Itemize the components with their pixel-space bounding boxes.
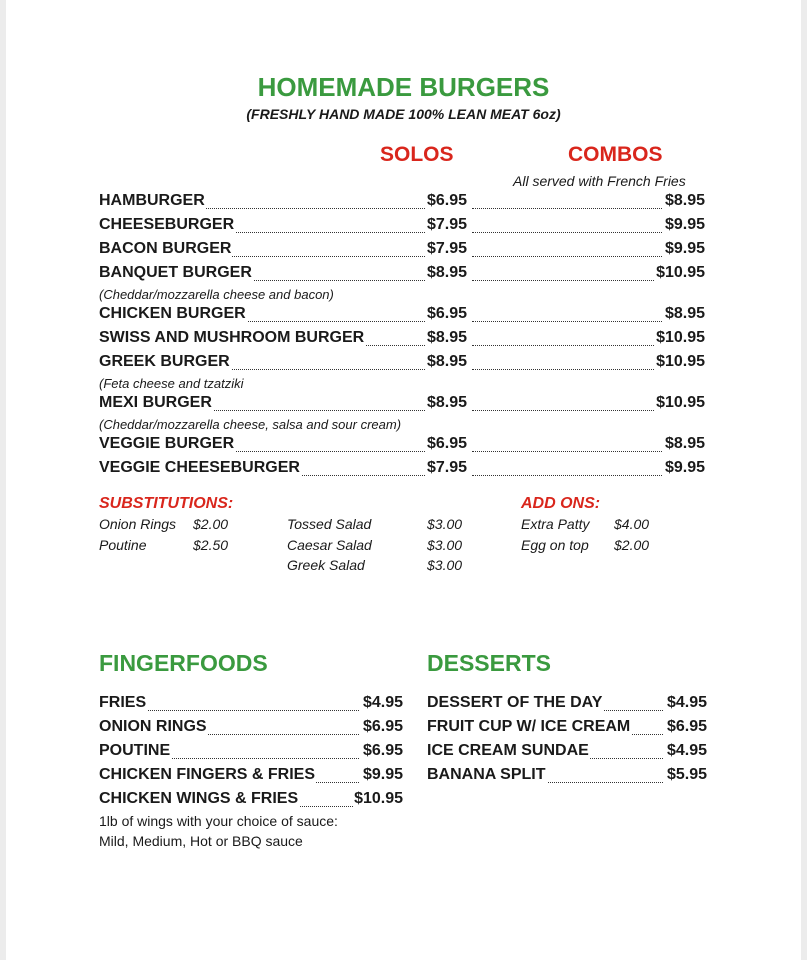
burger-row [0,435,807,457]
desserts-heading: DESSERTS [427,650,551,676]
burger-row [0,216,807,238]
burger-name: VEGGIE CHEESEBURGER [99,459,300,476]
solo-price: $7.95 [427,459,468,476]
burger-row [0,394,807,416]
combo-price: $10.95 [656,329,705,346]
combo-price: $10.95 [656,394,705,411]
fingerfood-name: FRIES [99,694,147,711]
solo-price: $6.95 [427,435,468,452]
combo-price: $8.95 [664,435,705,452]
solo-price: $7.95 [427,240,468,257]
leader-dots [472,280,662,281]
dessert-row [427,742,707,764]
solo-price: $7.95 [427,216,468,233]
solos-heading: SOLOS [380,143,454,166]
addon-price: $2.00 [614,537,650,553]
combos-heading: COMBOS [568,143,663,166]
leader-dots [472,232,662,233]
salad-name: Tossed Salad [287,516,372,532]
wings-note: 1lb of wings with your choice of sauce: [99,813,338,829]
salad-price: $3.00 [427,516,463,532]
burger-name: HAMBURGER [99,192,205,209]
solo-price: $8.95 [427,353,468,370]
burger-name: BACON BURGER [99,240,232,257]
fingerfood-row [0,694,420,716]
burger-name: GREEK BURGER [99,353,230,370]
fingerfood-price: $6.95 [362,742,403,759]
fingerfood-name: CHICKEN FINGERS & FRIES [99,766,316,783]
fingerfood-name: ONION RINGS [99,718,207,735]
burger-row [0,305,807,327]
combo-price: $10.95 [656,353,705,370]
burger-name: MEXI BURGER [99,394,212,411]
salad-name: Caesar Salad [287,537,372,553]
fingerfood-price: $10.95 [354,790,403,807]
leader-dots [472,369,662,370]
burger-name: CHEESEBURGER [99,216,235,233]
substitution-name: Poutine [99,537,147,553]
burger-row [0,353,807,375]
burger-name: BANQUET BURGER [99,264,252,281]
substitutions-heading: SUBSTITUTIONS: [99,495,234,512]
burger-name: SWISS AND MUSHROOM BURGER [99,329,365,346]
dessert-row [427,766,707,788]
fingerfood-price: $6.95 [362,718,403,735]
fingerfood-price: $9.95 [362,766,403,783]
combos-note: All served with French Fries [513,173,686,189]
fingerfood-row [0,742,420,764]
addon-name: Egg on top [521,537,589,553]
dessert-price: $6.95 [666,718,707,735]
leader-dots [472,208,662,209]
burger-name: CHICKEN BURGER [99,305,246,322]
solo-price: $6.95 [427,305,468,322]
dessert-price: $4.95 [666,742,707,759]
salad-name: Greek Salad [287,557,365,573]
addon-name: Extra Patty [521,516,590,532]
leader-dots [472,410,662,411]
fingerfood-row [0,790,420,812]
fingerfood-price: $4.95 [362,694,403,711]
addons-heading: ADD ONS: [521,495,601,512]
leader-dots [472,451,662,452]
leader-dots [472,256,662,257]
menu-title: HOMEMADE BURGERS [257,72,550,102]
burger-row [0,329,807,351]
fingerfood-name: POUTINE [99,742,171,759]
combo-price: $9.95 [664,240,705,257]
wings-sauces-note: Mild, Medium, Hot or BBQ sauce [99,833,303,849]
dessert-price: $5.95 [666,766,707,783]
burger-name: VEGGIE BURGER [99,435,235,452]
combo-price: $8.95 [664,192,705,209]
combo-price: $9.95 [664,459,705,476]
dessert-name: DESSERT OF THE DAY [427,694,603,711]
solo-price: $8.95 [427,394,468,411]
dessert-row [427,718,707,740]
dessert-name: ICE CREAM SUNDAE [427,742,589,759]
burger-note: (Feta cheese and tzatziki [99,376,244,391]
burger-row [0,459,807,481]
burger-row [0,264,807,286]
fingerfood-name: CHICKEN WINGS & FRIES [99,790,299,807]
dessert-row [427,694,707,716]
solo-price: $6.95 [427,192,468,209]
combo-price: $10.95 [656,264,705,281]
substitution-price: $2.00 [193,516,229,532]
leader-dots [472,475,662,476]
substitution-price: $2.50 [193,537,229,553]
solo-price: $8.95 [427,264,468,281]
dessert-price: $4.95 [666,694,707,711]
leader-dots [472,345,662,346]
menu-subtitle: (FRESHLY HAND MADE 100% LEAN MEAT 6oz) [246,106,561,122]
fingerfood-row [0,766,420,788]
burger-row [0,192,807,214]
addon-price: $4.00 [614,516,650,532]
dessert-name: FRUIT CUP W/ ICE CREAM [427,718,631,735]
fingerfood-row [0,718,420,740]
leader-dots [472,321,662,322]
solo-price: $8.95 [427,329,468,346]
burger-note: (Cheddar/mozzarella cheese, salsa and sour cream) [99,417,402,432]
burger-row [0,240,807,262]
substitution-name: Onion Rings [99,516,177,532]
fingerfoods-heading: FINGERFOODS [99,650,268,676]
combo-price: $8.95 [664,305,705,322]
burger-note: (Cheddar/mozzarella cheese and bacon) [99,287,334,302]
salad-price: $3.00 [427,537,463,553]
dessert-name: BANANA SPLIT [427,766,546,783]
salad-price: $3.00 [427,557,463,573]
combo-price: $9.95 [664,216,705,233]
